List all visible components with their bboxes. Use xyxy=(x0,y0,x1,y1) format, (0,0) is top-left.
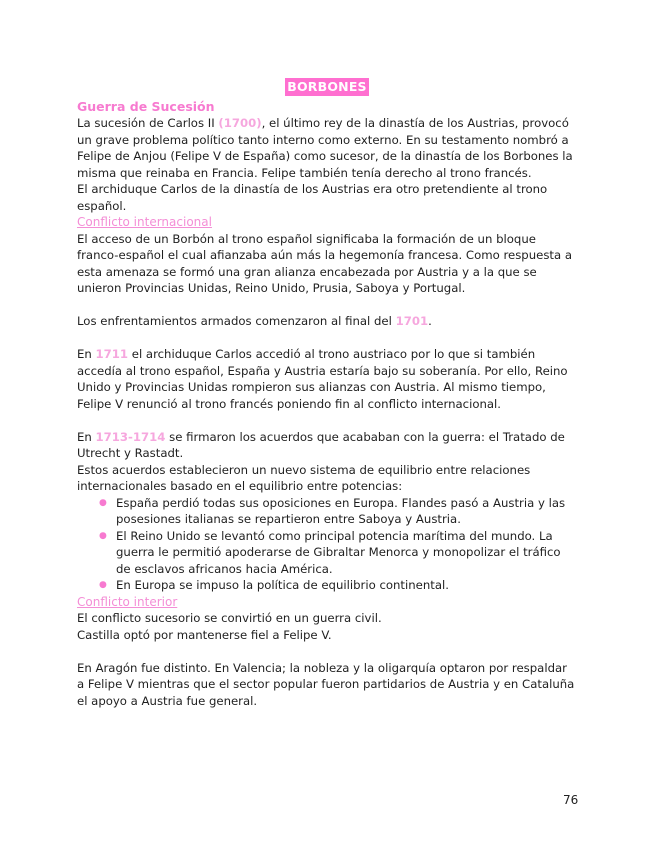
paragraph: En 1713-1714 se firmaron los acuerdos que acababan con la guerra: el Tratado de Utrecht y Rastadt. xyxy=(77,429,565,460)
year-highlight: 1713-1714 xyxy=(95,429,166,444)
list-item: ● España perdió todas sus oposiciones en Europa. Flandes pasó a Austria y las posesiones italianas se repartieron entre Saboya y Austria. xyxy=(99,495,566,526)
year-highlight: 1711 xyxy=(95,347,129,361)
bullet-icon: ● xyxy=(99,497,107,508)
bullet-icon: ● xyxy=(99,530,107,541)
heading-guerra-sucesion: Guerra de Sucesión xyxy=(77,99,215,114)
bullet-list xyxy=(77,495,577,594)
paragraph: La sucesión de Carlos II (1700), el último rey de la dinastía de los Austrias, provocó un grave problema político tanto interno como externo. En su testamento nombró a Felipe de Anjou (Felipe V de España) como sucesor, de la dinastía de los Borbones la misma que reinaba en Francia. Felipe también tenía derecho al trono francés. xyxy=(77,116,573,180)
paragraph: El acceso de un Borbón al trono español significaba la formación de un bloque franco-español el cual afianzaba aún más la hegemonía francesa. Como respuesta a esta amenaza se formó una gran alianza encabezada por Austria y a la que se unieron Provincias Unidas, Reino Unido, Prusia, Saboya y Portugal. xyxy=(77,231,573,295)
list-item: ● El Reino Unido se levantó como principal potencia marítima del mundo. La guerra le permitió apoderarse de Gibraltar Menorca y monopolizar el tráfico de esclavos africanos hacia América. xyxy=(99,528,561,576)
list-item: ● En Europa se impuso la política de equilibrio continental. xyxy=(99,578,449,592)
heading-conflicto-interior: Conflicto interior xyxy=(77,594,178,609)
document-page xyxy=(77,76,577,709)
paragraph: En Aragón fue distinto. En Valencia; la nobleza y la oligarquía optaron por respaldar a Felipe V mientras que el sector popular fueron partidarios de Austria y en Cataluña el apoyo a Austria fue general. xyxy=(77,660,575,708)
paragraph: Estos acuerdos establecieron un nuevo sistema de equilibrio entre relaciones internacionales basado en el equilibrio entre potencias: xyxy=(77,462,531,493)
year-highlight: (1700) xyxy=(218,116,262,130)
heading-conflicto-internacional: Conflicto internacional xyxy=(77,215,212,229)
page-title: BORBONES xyxy=(287,79,367,94)
year-highlight: 1701 xyxy=(395,314,429,328)
paragraph: Castilla optó por mantenerse fiel a Felipe V. xyxy=(77,627,332,642)
page-number: 76 xyxy=(563,793,579,807)
paragraph: El archiduque Carlos de la dinastía de los Austrias era otro pretendiente al trono español. xyxy=(77,182,548,213)
paragraph: El conflicto sucesorio se convirtió en un guerra civil. xyxy=(77,611,382,625)
paragraph: Los enfrentamientos armados comenzaron al final del 1701. xyxy=(77,314,432,328)
bullet-icon: ● xyxy=(99,580,107,590)
paragraph: En 1711 el archiduque Carlos accedió al trono austriaco por lo que si también accedía al trono español, España y Austria estaría bajo su soberanía. Por ello, Reino Unido y Provincias Unidas rompieron sus alianzas con Austria. Al mismo tiempo, Felipe V renunció al trono francés poniendo fin al conflicto internacional. xyxy=(77,347,568,411)
